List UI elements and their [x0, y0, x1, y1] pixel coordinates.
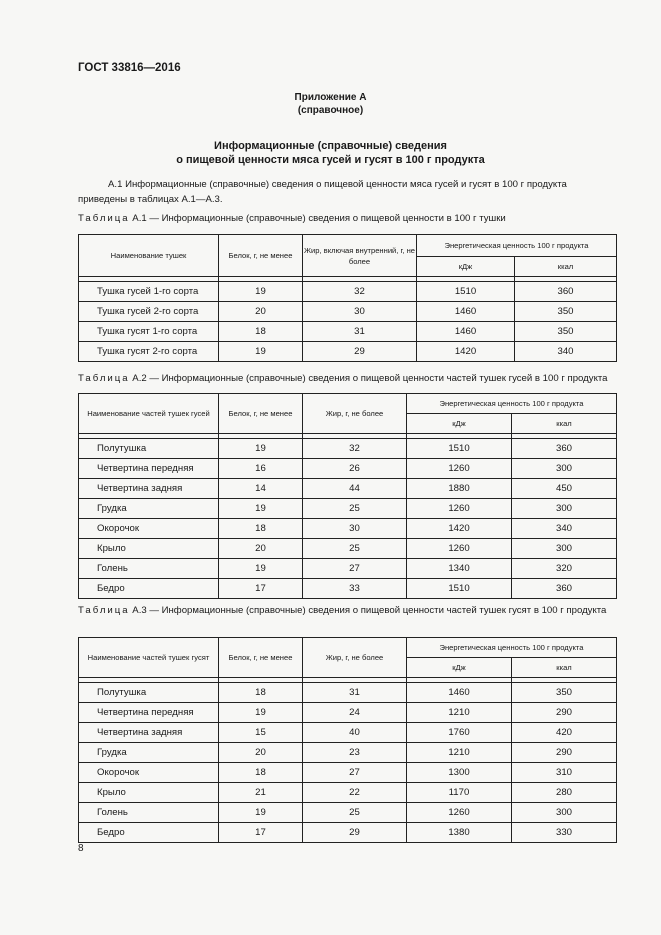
caption-text: А.1 — Информационные (справочные) сведения о пищевой ценности в 100 г тушки — [129, 213, 506, 224]
header-kj: кДж — [407, 658, 512, 678]
intro-paragraph: А.1 Информационные (справочные) сведения о пищевой ценности мяса гусей и гусят в 100 г продукта приведены в таблицах А.1—А.3. — [78, 179, 567, 205]
header-energy: Энергетическая ценность 100 г продукта — [407, 638, 617, 658]
table-row: Голень 19 27 1340 320 — [79, 559, 617, 579]
table-row: Бедро 17 33 1510 360 — [79, 579, 617, 599]
caption-word: Таблица — [78, 373, 130, 384]
table-row: Тушка гусят 2-го сорта 19 29 1420 340 — [79, 342, 617, 362]
table-row: Тушка гусей 1-го сорта 19 32 1510 360 — [79, 282, 617, 302]
table-a3 — [78, 637, 617, 843]
table-row: Окорочок 18 30 1420 340 — [79, 519, 617, 539]
document-code: ГОСТ 33816—2016 — [78, 62, 181, 74]
header-kj: кДж — [407, 414, 512, 434]
section-title-line1: Информационные (справочные) сведения — [214, 140, 447, 152]
table-row: Окорочок 18 27 1300 310 — [79, 763, 617, 783]
header-kcal: ккал — [515, 257, 617, 277]
table-a2-caption — [78, 372, 616, 386]
table-a2 — [78, 393, 617, 599]
table-row: Крыло 20 25 1260 300 — [79, 539, 617, 559]
header-fat: Жир, г, не более — [303, 638, 407, 678]
table-row: Тушка гусят 1-го сорта 18 31 1460 350 — [79, 322, 617, 342]
table-row: Тушка гусей 2-го сорта 20 30 1460 350 — [79, 302, 617, 322]
section-title-line2: о пищевой ценности мяса гусей и гусят в 100 г продукта — [176, 154, 485, 166]
table-row: Бедро 17 29 1380 330 — [79, 823, 617, 843]
header-fat: Жир, включая внутренний, г, не более — [303, 235, 417, 277]
table-row: Грудка 20 23 1210 290 — [79, 743, 617, 763]
header-protein: Белок, г, не менее — [219, 235, 303, 277]
table-row: Голень 19 25 1260 300 — [79, 803, 617, 823]
table-row: Четвертина задняя 15 40 1760 420 — [79, 723, 617, 743]
header-name: Наименование частей тушек гусей — [79, 394, 219, 434]
table-a1-caption — [78, 212, 616, 226]
table-a1 — [78, 234, 617, 362]
table-row: Четвертина передняя 19 24 1210 290 — [79, 703, 617, 723]
table-row: Крыло 21 22 1170 280 — [79, 783, 617, 803]
appendix-title: Приложение А — [294, 92, 367, 103]
caption-text: А.3 — Информационные (справочные) сведения о пищевой ценности частей тушек гусят в 100 г продукта — [129, 605, 607, 616]
table-row: Четвертина задняя 14 44 1880 450 — [79, 479, 617, 499]
caption-text: А.2 — Информационные (справочные) сведения о пищевой ценности частей тушек гусей в 100 г продукта — [129, 373, 608, 384]
header-kcal: ккал — [512, 414, 617, 434]
table-a3-caption — [78, 604, 616, 618]
caption-word: Таблица — [78, 213, 130, 224]
caption-word: Таблица — [78, 605, 130, 616]
header-energy: Энергетическая ценность 100 г продукта — [417, 235, 617, 257]
header-protein: Белок, г, не менее — [219, 638, 303, 678]
appendix-subtitle: (справочное) — [297, 105, 364, 116]
table-row: Полутушка 19 32 1510 360 — [79, 439, 617, 459]
header-kcal: ккал — [512, 658, 617, 678]
header-name: Наименование тушек — [79, 235, 219, 277]
header-fat: Жир, г, не более — [303, 394, 407, 434]
table-row: Четвертина передняя 16 26 1260 300 — [79, 459, 617, 479]
header-name: Наименование частей тушек гусят — [79, 638, 219, 678]
header-energy: Энергетическая ценность 100 г продукта — [407, 394, 617, 414]
page-number: 8 — [78, 843, 84, 854]
header-protein: Белок, г, не менее — [219, 394, 303, 434]
table-row: Грудка 19 25 1260 300 — [79, 499, 617, 519]
header-kj: кДж — [417, 257, 515, 277]
table-row: Полутушка 18 31 1460 350 — [79, 683, 617, 703]
